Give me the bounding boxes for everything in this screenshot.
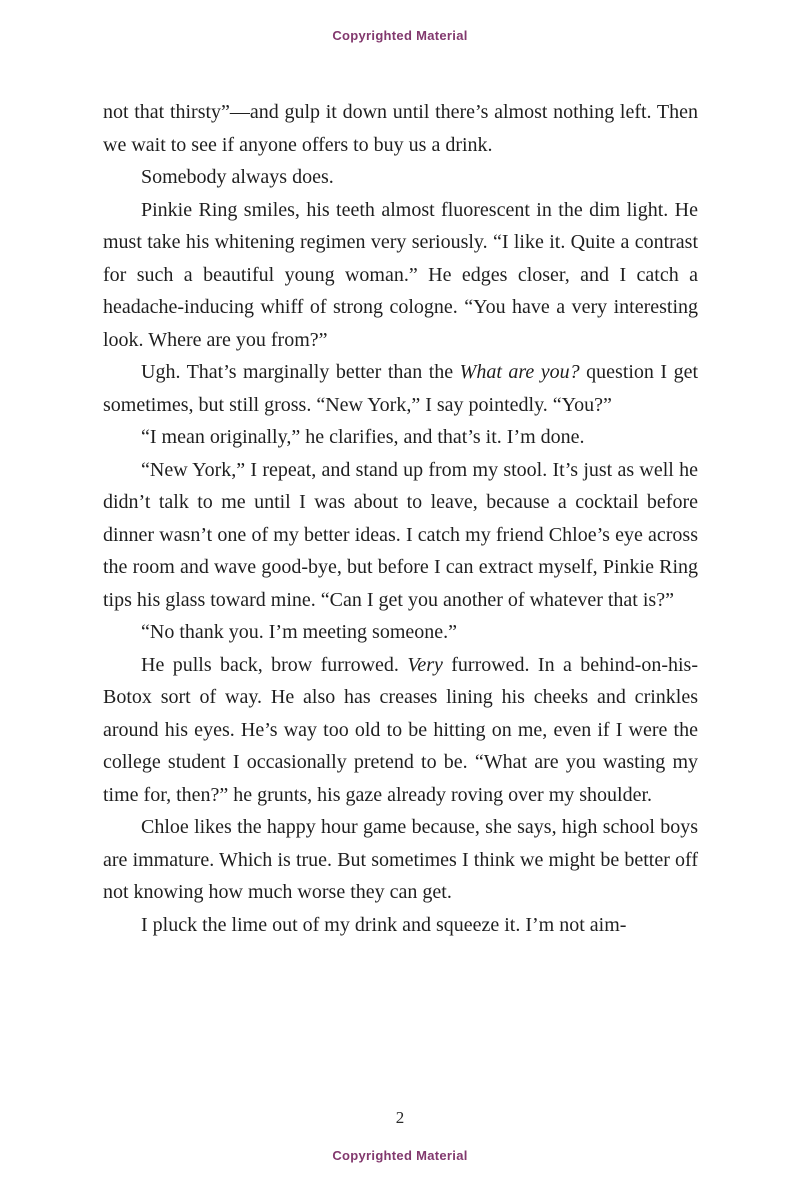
text-run: “No thank you. I’m meeting someone.” [141,621,458,643]
text-run: “I mean originally,” he clarifies, and that’s it. I’m done. [141,426,585,448]
paragraph [103,616,698,649]
italic-text-run: Very [407,653,443,676]
copyright-notice-top: Copyrighted Material [332,28,468,43]
text-run: I pluck the lime out of my drink and squeeze it. I’m not aim- [141,913,627,936]
text-run: Chloe likes the happy hour game because, she says, high school boys are immature. Which is true. But sometimes I think we might be better off not knowing how much worse they can get. [103,816,698,903]
paragraph [103,454,698,617]
text-run: “New York,” I repeat, and stand up from my stool. It’s just as well he didn’t talk to me until I was about to leave, because a cocktail before dinner wasn’t one of my better ideas. I catch my friend Chloe’s eye across the room and wave good-bye, but before I can extract myself, Pinkie Ring tips his glass toward mine. “Can I get you another of whatever that is?” [103,458,698,611]
text-run: furrowed. In a behind-on-his-Botox sort of way. He also has creases lining his cheeks and crinkles around his eyes. He’s way too old to be hitting on me, even if I were the college student I occasionally pretend to be. “What are you wasting my time for, then?” he grunts, his gaze already roving over my shoulder. [103,653,698,806]
text-run: He pulls back, brow furrowed. [141,653,408,676]
paragraph [103,811,698,909]
body-text [103,96,698,941]
paragraph [103,161,698,194]
text-run: not that thirsty”—and gulp it down until there’s almost nothing left. Then we wait to see if anyone offers to buy us a drink. [103,101,698,156]
paragraph [103,96,698,161]
paragraph [103,649,698,812]
paragraph [103,421,698,454]
page-number: 2 [395,1108,405,1127]
copyright-notice-bottom: Copyrighted Material [332,1148,468,1163]
text-run: Somebody always does. [141,166,334,188]
text-run: Pinkie Ring smiles, his teeth almost fluorescent in the dim light. He must take his whitening regimen very seriously. “I like it. Quite a contrast for such a beautiful young woman.” He edges closer, and I catch a headache-inducing whiff of strong cologne. “You have a very interesting look. Where are you from?” [103,198,698,351]
text-run: Ugh. That’s marginally better than the [141,361,460,383]
italic-text-run: What are you? [459,361,580,383]
paragraph [103,194,698,357]
paragraph [103,909,698,942]
text-run: question I get sometimes, but still gross. “New York,” I say pointedly. “You?” [103,361,699,416]
paragraph [103,356,698,421]
